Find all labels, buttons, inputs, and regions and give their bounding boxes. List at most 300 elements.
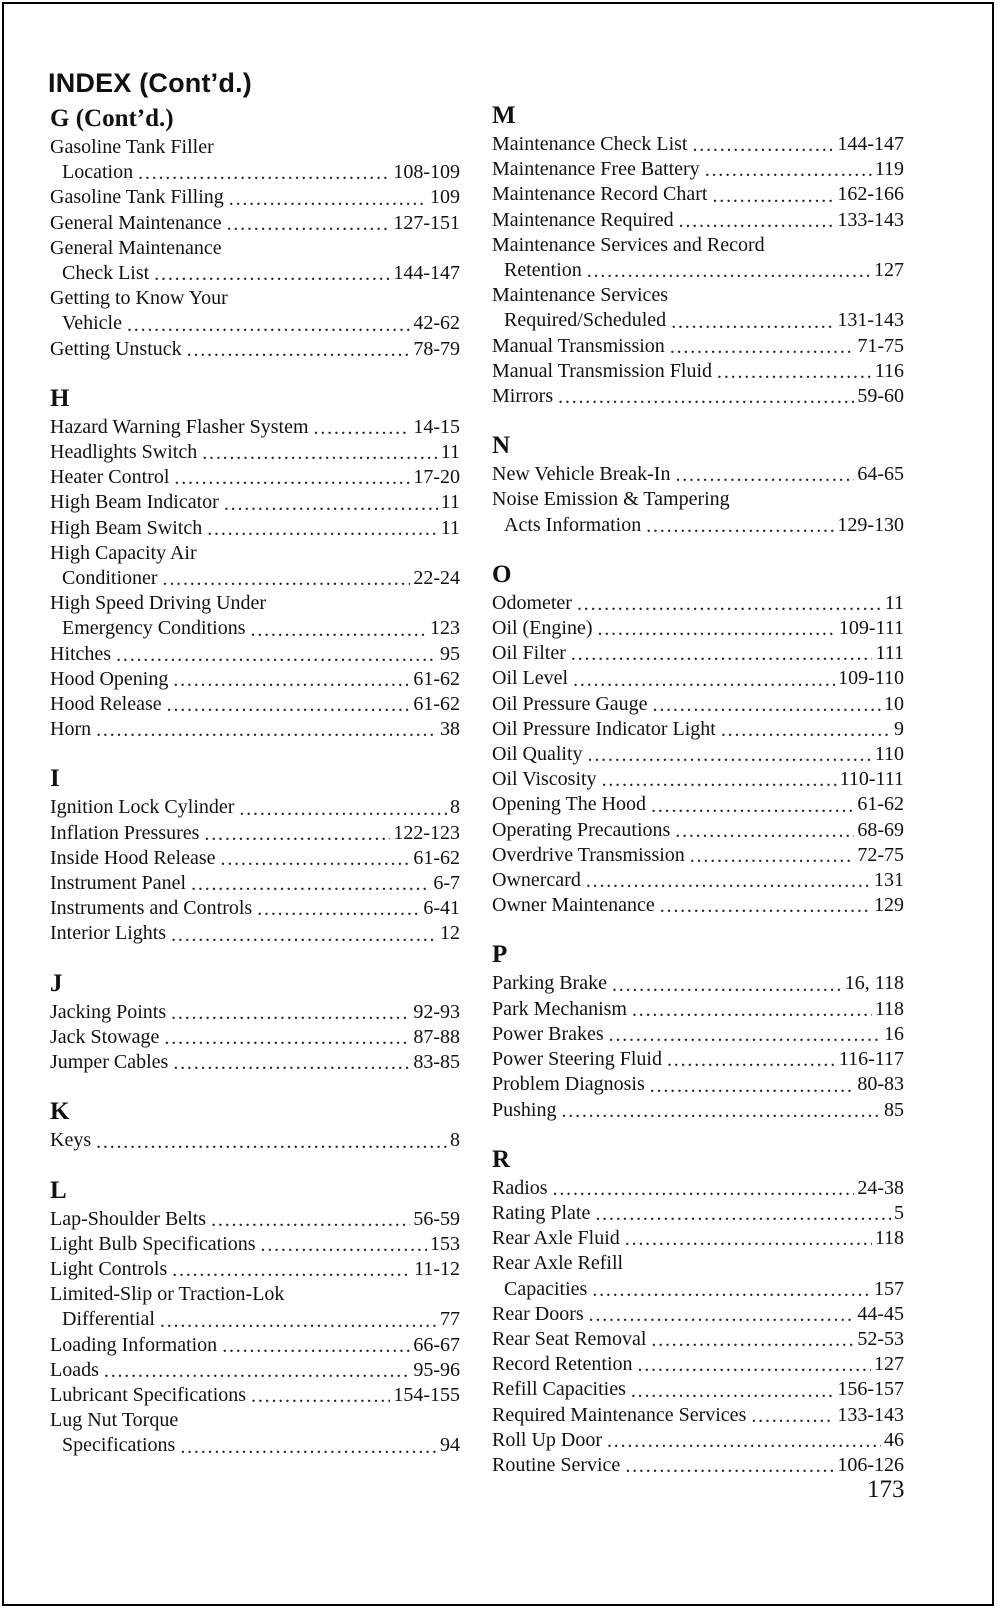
index-entry — [492, 1047, 904, 1072]
index-entry — [492, 1453, 904, 1478]
entry-row — [492, 818, 904, 843]
dot-leader — [211, 1212, 410, 1228]
entry-name: Required/Scheduled — [504, 309, 667, 332]
entry-row — [492, 132, 904, 157]
section-letter: M — [492, 102, 516, 129]
dot-leader — [693, 137, 835, 153]
entry-page: 56-59 — [413, 1207, 460, 1230]
index-entry — [492, 792, 904, 817]
entry-page: 22-24 — [413, 567, 460, 590]
entry-row — [50, 415, 460, 440]
index-entry — [492, 666, 904, 691]
index-entry — [50, 1383, 460, 1408]
entry-name: Capacities — [504, 1277, 588, 1300]
entry-page: 83-85 — [413, 1051, 460, 1074]
entry-page: 59-60 — [857, 385, 904, 408]
index-entry — [50, 1232, 460, 1257]
index-entry — [50, 1257, 460, 1282]
entry-name: Opening The Hood — [492, 793, 647, 816]
dot-leader — [202, 445, 438, 461]
section-gap — [50, 1075, 460, 1097]
entry-page: 11 — [884, 591, 904, 614]
entry-row — [50, 465, 460, 490]
entry-page: 61-62 — [413, 846, 460, 869]
index-section — [50, 104, 460, 362]
dot-leader — [592, 1282, 871, 1298]
section-letter: R — [492, 1145, 511, 1173]
section-letter: P — [492, 941, 508, 969]
entry-name: Roll Up Door — [492, 1428, 602, 1451]
entry-page: 95 — [440, 642, 460, 665]
entry-page: 52-53 — [857, 1327, 904, 1350]
entry-name: Radios — [492, 1176, 548, 1199]
entry-page: 80-83 — [857, 1073, 904, 1096]
index-entry — [492, 591, 904, 616]
index-entry — [492, 208, 904, 233]
entry-name: Oil Pressure Gauge — [492, 692, 648, 715]
entry-page: 72-75 — [857, 843, 904, 866]
entry-row — [492, 1201, 904, 1226]
index-entry — [492, 1251, 904, 1301]
entry-name: High Beam Indicator — [50, 491, 219, 514]
entry-row — [492, 208, 904, 233]
dot-leader — [174, 470, 410, 486]
entry-row — [50, 821, 460, 846]
index-section — [492, 431, 904, 538]
entry-page: 9 — [894, 717, 904, 740]
entry-page: 95-96 — [413, 1358, 460, 1381]
dot-leader — [650, 1078, 855, 1094]
entry-page: 129-130 — [837, 513, 904, 536]
index-entry — [50, 1358, 460, 1383]
entry-row — [50, 667, 460, 692]
dot-leader — [257, 901, 420, 917]
dot-leader — [573, 672, 835, 688]
index-entry — [50, 591, 460, 641]
entry-heading-line: Limited-Slip or Traction-Lok — [50, 1283, 285, 1306]
entry-row — [50, 337, 460, 362]
section-letter: L — [50, 1176, 67, 1204]
entry-name: Lubricant Specifications — [50, 1383, 247, 1406]
entry-page: 11-12 — [414, 1257, 460, 1280]
entry-name: Jack Stowage — [50, 1025, 160, 1048]
entry-page: 119 — [874, 158, 904, 181]
dot-leader — [127, 317, 410, 333]
entry-name: Emergency Conditions — [62, 617, 246, 640]
entry-page: 61-62 — [413, 693, 460, 716]
entry-page: 14-15 — [413, 415, 460, 438]
entry-name: Maintenance Required — [492, 208, 674, 231]
dot-leader — [171, 927, 437, 943]
entry-name: Jumper Cables — [50, 1051, 169, 1074]
index-entry — [50, 236, 460, 286]
index-entry — [50, 692, 460, 717]
dot-leader — [651, 1332, 854, 1348]
index-entry — [50, 1282, 460, 1332]
index-entry — [492, 462, 904, 487]
entry-name: Manual Transmission Fluid — [492, 359, 713, 382]
entry-heading-line: General Maintenance — [50, 236, 222, 259]
entry-page: 127-151 — [393, 211, 460, 234]
index-section — [492, 101, 904, 409]
entry-row — [492, 308, 904, 333]
entry-page: 153 — [430, 1232, 460, 1255]
entry-name: Required Maintenance Services — [492, 1403, 747, 1426]
entry-page: 122-123 — [393, 821, 460, 844]
entry-row — [50, 211, 460, 236]
entry-page: 11 — [440, 516, 460, 539]
entry-row — [492, 868, 904, 893]
index-entry — [492, 1201, 904, 1226]
dot-leader — [653, 697, 881, 713]
entry-row — [50, 1433, 460, 1458]
entry-row — [492, 1377, 904, 1402]
entry-page: 16, 118 — [844, 972, 904, 995]
entry-row — [492, 1327, 904, 1352]
index-entry — [492, 1352, 904, 1377]
entry-name: Problem Diagnosis — [492, 1073, 645, 1096]
entry-row — [492, 997, 904, 1022]
index-entry — [492, 616, 904, 641]
section-gap — [492, 1123, 904, 1145]
entry-page: 16 — [884, 1022, 904, 1045]
entry-name: Hood Release — [50, 693, 162, 716]
entry-row — [492, 1352, 904, 1377]
entry-page: 6-7 — [433, 872, 460, 895]
index-section — [50, 1176, 460, 1459]
entry-page: 44-45 — [857, 1302, 904, 1325]
dot-leader — [314, 420, 411, 436]
entry-row — [492, 843, 904, 868]
dot-leader — [167, 697, 411, 713]
entry-name: Keys — [50, 1129, 92, 1152]
entry-row — [50, 1333, 460, 1358]
entry-name: Manual Transmission — [492, 334, 665, 357]
index-entry — [50, 921, 460, 946]
dot-leader — [586, 873, 871, 889]
entry-name: Rear Seat Removal — [492, 1327, 647, 1350]
entry-page: 131-143 — [837, 309, 904, 332]
dot-leader — [558, 389, 854, 405]
entry-name: Light Controls — [50, 1257, 168, 1280]
entry-name: Specifications — [62, 1434, 176, 1457]
dot-leader — [717, 364, 872, 380]
entry-name: General Maintenance — [50, 211, 222, 234]
dot-leader — [632, 1002, 872, 1018]
entry-page: 144-147 — [837, 133, 904, 155]
entry-name: Hazard Warning Flasher System — [50, 415, 309, 438]
dot-leader — [187, 342, 411, 358]
index-entry — [492, 487, 904, 537]
entry-row — [492, 1072, 904, 1097]
entry-row — [50, 160, 460, 185]
dot-leader — [577, 596, 882, 612]
entry-name: Rear Axle Fluid — [492, 1227, 620, 1250]
entry-row — [492, 513, 904, 538]
entry-heading-line: Rear Axle Refill — [492, 1252, 624, 1275]
section-gap — [50, 742, 460, 764]
dot-leader — [595, 1206, 891, 1222]
entry-page: 38 — [440, 718, 460, 741]
entry-page: 12 — [440, 922, 460, 945]
entry-page: 11 — [440, 441, 460, 464]
entry-heading-line: Maintenance Services — [492, 284, 669, 307]
dot-leader — [675, 467, 854, 483]
index-entry — [50, 1408, 460, 1458]
entry-row — [50, 616, 460, 641]
index-entry — [50, 415, 460, 440]
index-column-left — [50, 104, 460, 1459]
dot-leader — [671, 314, 834, 330]
index-entry — [492, 1377, 904, 1402]
entry-page: 110 — [874, 743, 904, 766]
dot-leader — [160, 1313, 437, 1329]
entry-row — [50, 795, 460, 820]
index-entry — [492, 1327, 904, 1352]
entry-name: Overdrive Transmission — [492, 843, 685, 866]
section-gap — [492, 918, 904, 940]
entry-page: 11 — [440, 491, 460, 514]
entry-row — [492, 182, 904, 207]
entry-row — [492, 1226, 904, 1251]
index-entry — [492, 1098, 904, 1123]
index-entry — [492, 1022, 904, 1047]
entry-page: 8 — [450, 796, 460, 819]
index-entry — [492, 334, 904, 359]
index-entry — [492, 1302, 904, 1327]
entry-name: Jacking Points — [50, 1000, 167, 1023]
index-column-right — [492, 101, 904, 1478]
entry-name: Retention — [504, 259, 582, 282]
dot-leader — [670, 339, 855, 355]
index-entry — [50, 465, 460, 490]
entry-name: Record Retention — [492, 1353, 633, 1376]
dot-leader — [721, 722, 891, 738]
entry-page: 144-147 — [393, 262, 460, 285]
entry-page: 156-157 — [837, 1378, 904, 1401]
entry-name: Oil Pressure Indicator Light — [492, 717, 716, 740]
entry-page: 71-75 — [857, 334, 904, 357]
entry-row — [492, 1403, 904, 1428]
section-letter: K — [50, 1098, 70, 1126]
entry-row — [492, 1302, 904, 1327]
entry-row — [50, 846, 460, 871]
entry-name: Getting Unstuck — [50, 337, 182, 360]
entry-page: 127 — [874, 1353, 904, 1376]
entry-row — [492, 1047, 904, 1072]
dot-leader — [705, 162, 872, 178]
index-entry — [50, 135, 460, 185]
entry-page: 154-155 — [393, 1383, 460, 1406]
index-entry — [50, 1333, 460, 1358]
entry-name: Owner Maintenance — [492, 894, 655, 917]
index-entry — [50, 1207, 460, 1232]
entry-page: 157 — [874, 1277, 904, 1300]
entry-name: Power Brakes — [492, 1022, 604, 1045]
entry-heading-line: Getting to Know Your — [50, 287, 228, 310]
index-entry — [492, 182, 904, 207]
entry-row — [492, 616, 904, 641]
entry-row — [492, 462, 904, 487]
dot-leader — [227, 216, 391, 232]
dot-leader — [261, 1237, 427, 1253]
entry-page: 61-62 — [857, 793, 904, 816]
dot-leader — [222, 1338, 410, 1354]
entry-page: 66-67 — [413, 1333, 460, 1356]
index-section — [50, 969, 460, 1076]
entry-row — [492, 359, 904, 384]
dot-leader — [207, 521, 438, 537]
entry-page: 162-166 — [837, 183, 904, 206]
entry-row — [50, 692, 460, 717]
entry-row — [50, 1128, 460, 1153]
section-letter: O — [492, 560, 512, 588]
entry-name: Oil Viscosity — [492, 768, 597, 791]
index-entry — [50, 490, 460, 515]
index-entry — [492, 818, 904, 843]
index-entry — [50, 821, 460, 846]
entry-page: 87-88 — [413, 1025, 460, 1048]
entry-row — [50, 1257, 460, 1282]
entry-page: 111 — [875, 642, 904, 665]
entry-name: Rating Plate — [492, 1201, 591, 1224]
dot-leader — [651, 798, 854, 814]
index-entry — [492, 132, 904, 157]
dot-leader — [163, 571, 411, 587]
entry-row — [492, 591, 904, 616]
entry-page: 46 — [884, 1428, 904, 1451]
entry-name: High Beam Switch — [50, 516, 203, 539]
dot-leader — [553, 1181, 855, 1197]
entry-row — [492, 692, 904, 717]
dot-leader — [96, 1134, 447, 1150]
entry-page: 92-93 — [413, 1000, 460, 1023]
dot-leader — [598, 621, 836, 637]
entry-page: 116-117 — [838, 1048, 904, 1071]
section-gap — [50, 1154, 460, 1176]
entry-name: Hood Opening — [50, 667, 169, 690]
page-number: 173 — [867, 1476, 905, 1503]
entry-name: Oil Quality — [492, 743, 583, 766]
entry-row — [492, 334, 904, 359]
entry-name: Oil (Engine) — [492, 617, 593, 640]
dot-leader — [561, 1103, 881, 1119]
entry-heading-line: High Capacity Air — [50, 541, 197, 564]
section-letter: I — [50, 765, 60, 793]
index-entry — [492, 868, 904, 893]
entry-name: Maintenance Record Chart — [492, 183, 708, 206]
entry-page: 42-62 — [413, 312, 460, 335]
entry-row — [492, 742, 904, 767]
index-entry — [492, 1403, 904, 1428]
dot-leader — [251, 622, 428, 638]
dot-leader — [625, 1231, 872, 1247]
index-entry — [50, 896, 460, 921]
entry-name: Park Mechanism — [492, 997, 627, 1020]
entry-name: Rear Doors — [492, 1302, 584, 1325]
index-entry — [492, 843, 904, 868]
entry-heading-line: Lug Nut Torque — [50, 1409, 179, 1432]
index-section — [50, 764, 460, 946]
entry-name: Gasoline Tank Filling — [50, 186, 224, 209]
entry-name: Ownercard — [492, 869, 581, 892]
entry-page: 64-65 — [857, 463, 904, 486]
entry-name: Ignition Lock Cylinder — [50, 796, 235, 819]
dot-leader — [607, 1433, 881, 1449]
index-entry — [492, 742, 904, 767]
entry-page: 118 — [874, 1227, 904, 1250]
entry-name: Power Steering Fluid — [492, 1048, 662, 1071]
entry-name: Inflation Pressures — [50, 821, 200, 844]
section-letter: N — [492, 432, 511, 460]
entry-name: Maintenance Free Battery — [492, 158, 700, 181]
entry-name: New Vehicle Break-In — [492, 463, 671, 486]
dot-leader — [204, 826, 390, 842]
index-entry — [50, 516, 460, 541]
entry-name: Hitches — [50, 642, 112, 665]
index-entry — [50, 846, 460, 871]
entry-row — [50, 1050, 460, 1075]
dot-leader — [625, 1458, 834, 1474]
entry-name: Lap-Shoulder Belts — [50, 1207, 207, 1230]
section-gap — [50, 362, 460, 384]
dot-leader — [675, 823, 854, 839]
dot-leader — [173, 672, 410, 688]
dot-leader — [712, 188, 834, 204]
entry-page: 68-69 — [857, 818, 904, 841]
entry-page: 109 — [430, 186, 460, 209]
index-entry — [50, 440, 460, 465]
index-entry — [492, 692, 904, 717]
entry-row — [492, 971, 904, 996]
entry-name: Instruments and Controls — [50, 897, 253, 920]
entry-row — [50, 921, 460, 946]
entry-row — [492, 1022, 904, 1047]
entry-row — [492, 1453, 904, 1478]
entry-heading-line: Noise Emission & Tampering — [492, 488, 730, 511]
entry-heading-line: Gasoline Tank Filler — [50, 136, 214, 158]
entry-page: 78-79 — [413, 337, 460, 360]
entry-row — [492, 1428, 904, 1453]
dot-leader — [638, 1357, 871, 1373]
entry-name: Light Bulb Specifications — [50, 1232, 256, 1255]
entry-row — [492, 767, 904, 792]
entry-row — [50, 642, 460, 667]
dot-leader — [239, 801, 447, 817]
entry-row — [492, 641, 904, 666]
entry-page: 85 — [884, 1098, 904, 1121]
entry-name: Maintenance Check List — [492, 133, 688, 155]
index-entry — [492, 997, 904, 1022]
entry-row — [50, 1000, 460, 1025]
entry-page: 133-143 — [837, 208, 904, 231]
entry-page: 94 — [440, 1434, 460, 1457]
dot-leader — [173, 1055, 410, 1071]
entry-page: 109-110 — [838, 667, 904, 690]
entry-heading-line: Maintenance Services and Record — [492, 233, 765, 256]
index-entry — [50, 286, 460, 336]
entry-name: Pushing — [492, 1098, 557, 1121]
entry-name: Check List — [62, 262, 150, 285]
dot-leader — [221, 851, 411, 867]
index-entry — [50, 667, 460, 692]
entry-name: Heater Control — [50, 466, 170, 489]
entry-name: Mirrors — [492, 385, 554, 408]
entry-row — [50, 311, 460, 336]
entry-page: 6-41 — [423, 897, 460, 920]
entry-page: 108-109 — [393, 161, 460, 184]
index-entry — [50, 642, 460, 667]
